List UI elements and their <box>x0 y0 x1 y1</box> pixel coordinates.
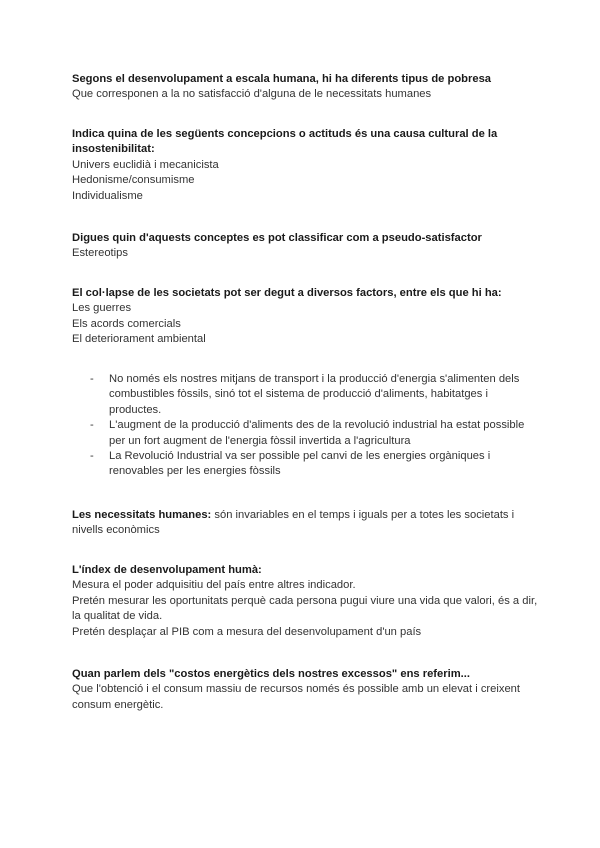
necessitats-text: són invariables en el temps i iguals per a totes les societats i nivells econòmics <box>72 509 515 537</box>
section-pobresa <box>72 72 542 103</box>
necessitats-label: Les necessitats humanes: <box>72 509 212 521</box>
question-text: El col·lapse de les societats pot ser degut a diversos factors, entre els que hi ha: <box>72 287 502 299</box>
question-text: Quan parlem dels "costos energètics dels nostres excessos" ens referim... <box>72 668 470 680</box>
answer-text: Mesura el poder adquisitiu del país entre altres indicador. <box>72 579 356 592</box>
section-insostenibilitat <box>72 127 542 204</box>
section-collapse <box>72 286 542 348</box>
list-item: - No només els nostres mitjans de transport i la producció d'energia s'alimenten dels combustibles fòssils, sinó tot el sistema de producció d'aliments, habitatges i productes. <box>90 373 520 416</box>
question-text: Indica quina de les següents concepcions o actituds és una causa cultural de la insostenibilitat: <box>72 128 498 156</box>
question-text: Segons el desenvolupament a escala humana, hi ha diferents tipus de pobresa <box>72 73 492 85</box>
question-text: L'índex de desenvolupament humà: <box>72 564 262 576</box>
answer-text: Que corresponen a la no satisfacció d'alguna de le necessitats humanes <box>72 88 432 101</box>
answer-text: Que l'obtenció i el consum massiu de recursos només és possible amb un elevat i creixent consum energètic. <box>72 683 520 711</box>
question-text: Digues quin d'aquests conceptes es pot classificar com a pseudo-satisfactor <box>72 232 482 244</box>
list-item: - L'augment de la producció d'aliments des de la revolució industrial ha estat possible per un fort augment de l'energia fòssil invertida a l'agricultura <box>90 419 525 447</box>
bullet-list <box>72 372 542 480</box>
list-item: - La Revolució Industrial va ser possible pel canvi de les energies orgàniques i renovables per les energies fòssils <box>90 450 491 478</box>
section-necessitats <box>72 508 542 539</box>
answer-text: Pretén mesurar les oportunitats perquè cada persona pugui viure una vida que valori, és a dir, la qualitat de vida. <box>72 594 538 623</box>
answer-text: Individualisme <box>72 189 143 202</box>
answer-text: Hedonisme/consumisme <box>72 174 195 187</box>
answer-text: Les guerres <box>72 302 132 315</box>
section-costos <box>72 667 542 713</box>
section-idh <box>72 563 542 640</box>
section-pseudo-satisfactor <box>72 231 542 262</box>
answer-text: El deteriorament ambiental <box>72 333 206 346</box>
answer-text: Pretén desplaçar al PIB com a mesura del desenvolupament d'un país <box>72 625 422 638</box>
answer-text: Els acords comercials <box>72 317 181 330</box>
answer-text: Estereotips <box>72 247 128 260</box>
answer-text: Univers euclidià i mecanicista <box>72 158 219 171</box>
